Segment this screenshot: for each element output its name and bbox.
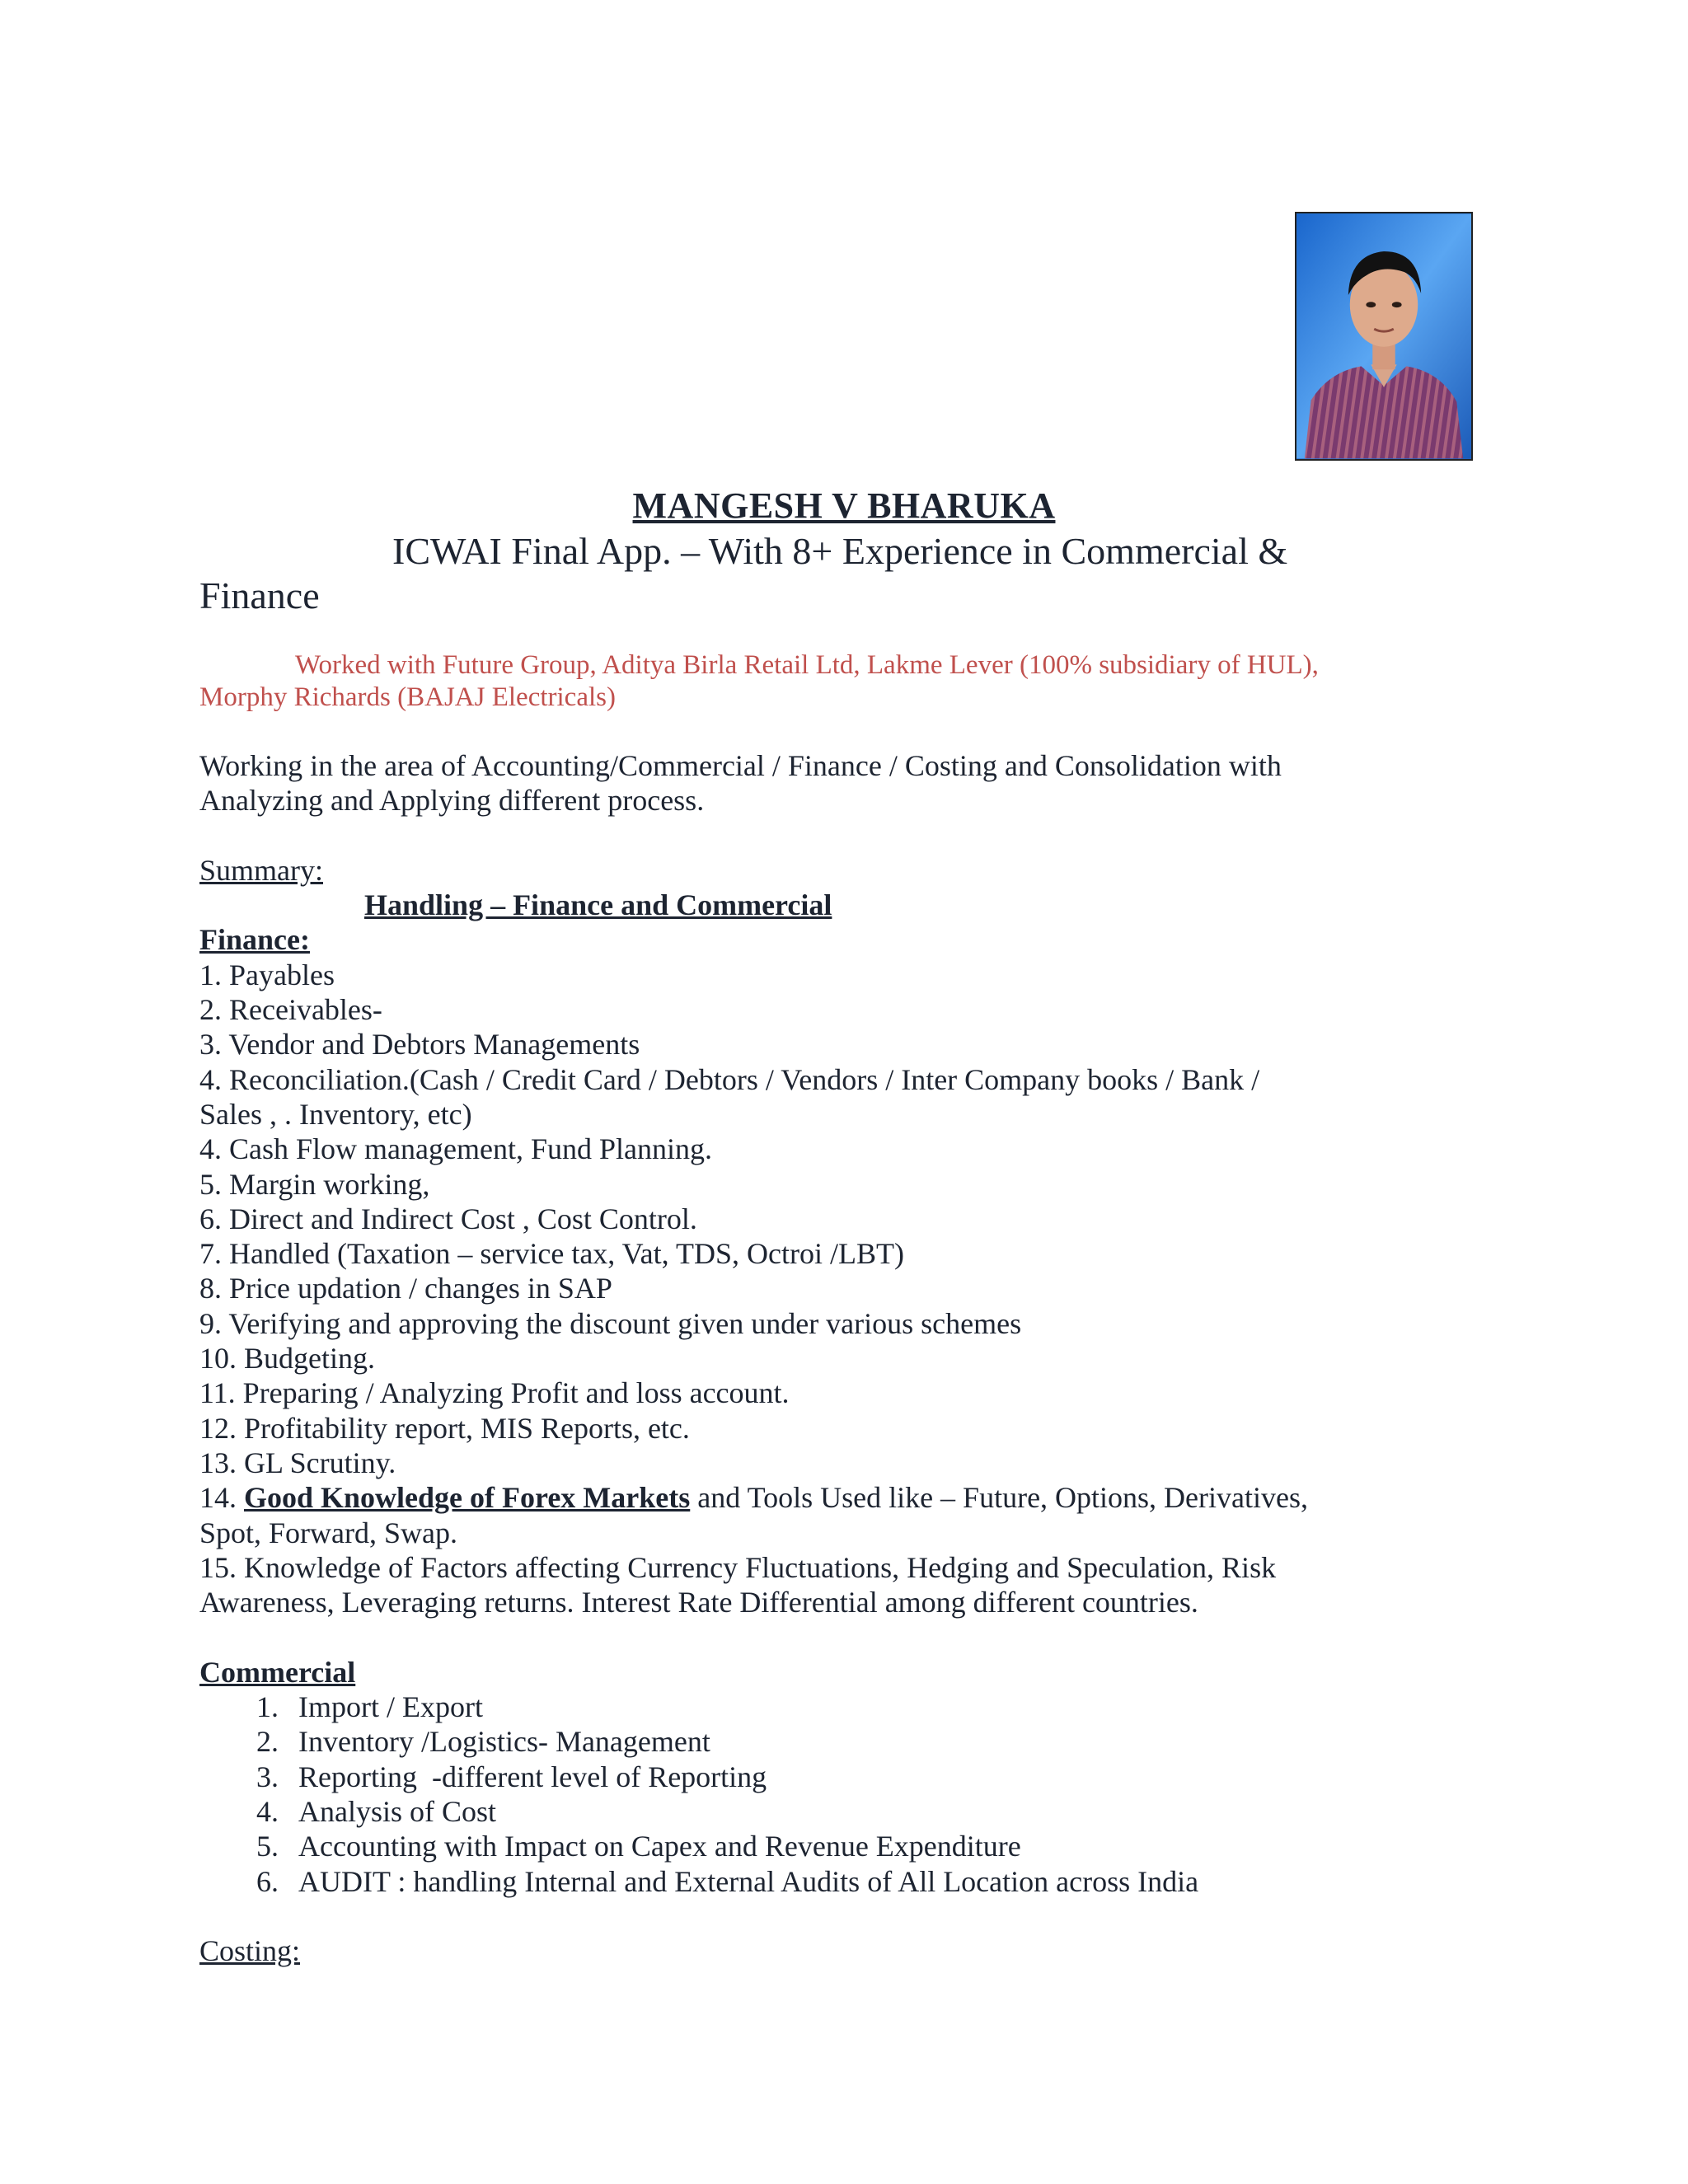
costing-label: Costing: [199, 1934, 301, 1968]
headline-line-2: Finance [199, 574, 320, 616]
finance-item: 6. Direct and Indirect Cost , Cost Control. [199, 1202, 697, 1235]
forex-emphasis: Good Knowledge of Forex Markets [244, 1481, 691, 1515]
finance-item: 9. Verifying and approving the discount given under various schemes [199, 1306, 1022, 1340]
finance-item-15-line-2: Awareness, Leveraging returns. Interest Rate Differential among different countries. [199, 1586, 1198, 1619]
profile-photo [1295, 212, 1473, 461]
commercial-label: Commercial [199, 1655, 356, 1689]
finance-item: 5. Margin working, [199, 1167, 430, 1201]
intro-line-2: Analyzing and Applying different process. [199, 784, 705, 818]
previous-employers-line-1: Worked with Future Group, Aditya Birla Retail Ltd, Lakme Lever (100% subsidiary of HUL), [295, 650, 1319, 680]
commercial-item: 2. Inventory /Logistics- Management [256, 1725, 710, 1759]
finance-item: 1. Payables [199, 958, 335, 991]
finance-item: 4. Cash Flow management, Fund Planning. [199, 1132, 712, 1166]
finance-item: 12. Profitability report, MIS Reports, etc. [199, 1411, 690, 1445]
finance-item: 8. Price updation / changes in SAP [199, 1272, 612, 1305]
handling-heading: Handling – Finance and Commercial [364, 888, 832, 922]
resume-body [199, 748, 1485, 1968]
finance-item: 7. Handled (Taxation – service tax, Vat, TDS, Octroi /LBT) [199, 1237, 904, 1271]
finance-item-forex [199, 1480, 1485, 1515]
previous-employers-line-2: Morphy Richards (BAJAJ Electricals) [199, 682, 616, 712]
finance-item: 2. Receivables- [199, 993, 382, 1027]
commercial-item: 3. Reporting -different level of Reporting [256, 1760, 767, 1793]
forex-prefix: 14. [199, 1481, 244, 1515]
finance-item: 13. GL Scrutiny. [199, 1446, 396, 1479]
finance-item-forex-cont: Spot, Forward, Swap. [199, 1516, 457, 1549]
finance-item: 3. Vendor and Debtors Managements [199, 1028, 640, 1062]
finance-label: Finance: [199, 923, 310, 957]
candidate-name: MANGESH V BHARUKA [632, 485, 1056, 526]
headline-line-1: ICWAI Final App. – With 8+ Experience in Commercial & [392, 530, 1288, 572]
previous-employers [199, 649, 1461, 714]
summary-label: Summary: [199, 853, 323, 887]
finance-item: Sales , . Inventory, etc) [199, 1097, 472, 1131]
forex-rest: and Tools Used like – Future, Options, Derivatives, [690, 1481, 1308, 1515]
commercial-item: 6. AUDIT : handling Internal and External Audits of All Location across India [256, 1864, 1199, 1898]
profile-photo-image [1296, 213, 1471, 459]
finance-item: 11. Preparing / Analyzing Profit and loss account. [199, 1376, 790, 1410]
finance-item-15-line-1: 15. Knowledge of Factors affecting Currency Fluctuations, Hedging and Speculation, Risk [199, 1550, 1277, 1584]
finance-item: 10. Budgeting. [199, 1342, 375, 1376]
commercial-item: 1. Import / Export [256, 1690, 483, 1724]
commercial-item: 5. Accounting with Impact on Capex and Revenue Expenditure [256, 1830, 1021, 1863]
finance-item: 4. Reconciliation.(Cash / Credit Card / Debtors / Vendors / Inter Company books / Bank / [199, 1062, 1260, 1096]
commercial-item: 4. Analysis of Cost [256, 1794, 497, 1828]
intro-line-1: Working in the area of Accounting/Commercial / Finance / Costing and Consolidation with [199, 749, 1282, 782]
headline [199, 529, 1452, 618]
